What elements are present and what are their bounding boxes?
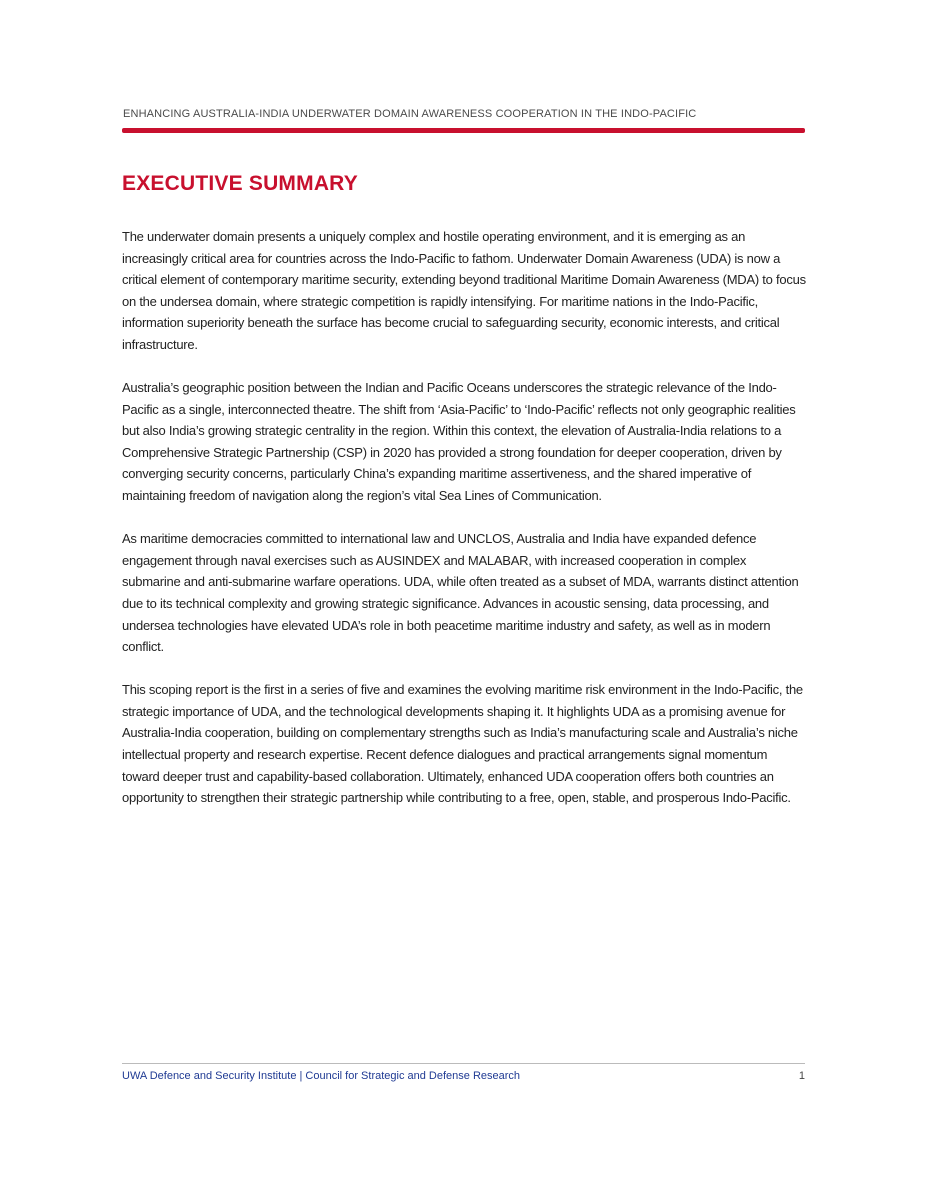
section-title: EXECUTIVE SUMMARY <box>122 172 358 195</box>
running-header: ENHANCING AUSTRALIA-INDIA UNDERWATER DOMAIN AWARENESS COOPERATION IN THE INDO-PACIFIC <box>123 108 697 120</box>
paragraph: This scoping report is the first in a series of five and examines the evolving maritime risk environment in the Indo-Pacific, the strategic importance of UDA, and the technological developments shaping it. It highlights UDA as a promising avenue for Australia-India cooperation, building on complementary strengths such as India’s manufacturing scale and Australia’s niche intellectual property and research expertise. Recent defence dialogues and practical arrangements signal momentum toward deeper trust and capability-based collaboration. Ultimately, enhanced UDA cooperation offers both countries an opportunity to strengthen their strategic partnership while contributing to a free, open, stable, and prosperous Indo-Pacific. <box>122 682 803 806</box>
paragraph: The underwater domain presents a uniquely complex and hostile operating environment, and it is emerging as an increasingly critical area for countries across the Indo-Pacific to fathom. Underwater Domain Awareness (UDA) is now a critical element of contemporary maritime security, extending beyond traditional Maritime Domain Awareness (MDA) to focus on the undersea domain, where strategic competition is rapidly intensifying. For maritime nations in the Indo-Pacific, information superiority beneath the surface has become crucial to safeguarding security, economic interests, and critical infrastructure. <box>122 229 806 352</box>
paragraph: As maritime democracies committed to international law and UNCLOS, Australia and India have expanded defence engagement through naval exercises such as AUSINDEX and MALABAR, with increased cooperation in complex submarine and anti-submarine warfare operations. UDA, while often treated as a subset of MDA, warrants distinct attention due to its technical complexity and growing strategic significance. Advances in acoustic sensing, data processing, and undersea technologies have elevated UDA’s role in both peacetime maritime industry and safety, as well as in modern conflict. <box>122 531 799 655</box>
footer-divider <box>122 1063 805 1064</box>
paragraph: Australia’s geographic position between the Indian and Pacific Oceans underscores the strategic relevance of the Indo-Pacific as a single, interconnected theatre. The shift from ‘Asia-Pacific’ to ‘Indo-Pacific’ reflects not only geographic realities but also India’s growing strategic centrality in the region. Within this context, the elevation of Australia-India relations to a Comprehensive Strategic Partnership (CSP) in 2020 has provided a strong foundation for deeper cooperation, driven by converging security concerns, particularly China’s expanding maritime assertiveness, and the shared imperative of maintaining freedom of navigation along the region’s vital Sea Lines of Communication. <box>122 380 796 504</box>
body-text <box>122 226 806 830</box>
header-divider <box>122 128 805 133</box>
footer-text: UWA Defence and Security Institute | Council for Strategic and Defense Research <box>122 1070 521 1082</box>
page-number: 1 <box>798 1070 805 1082</box>
